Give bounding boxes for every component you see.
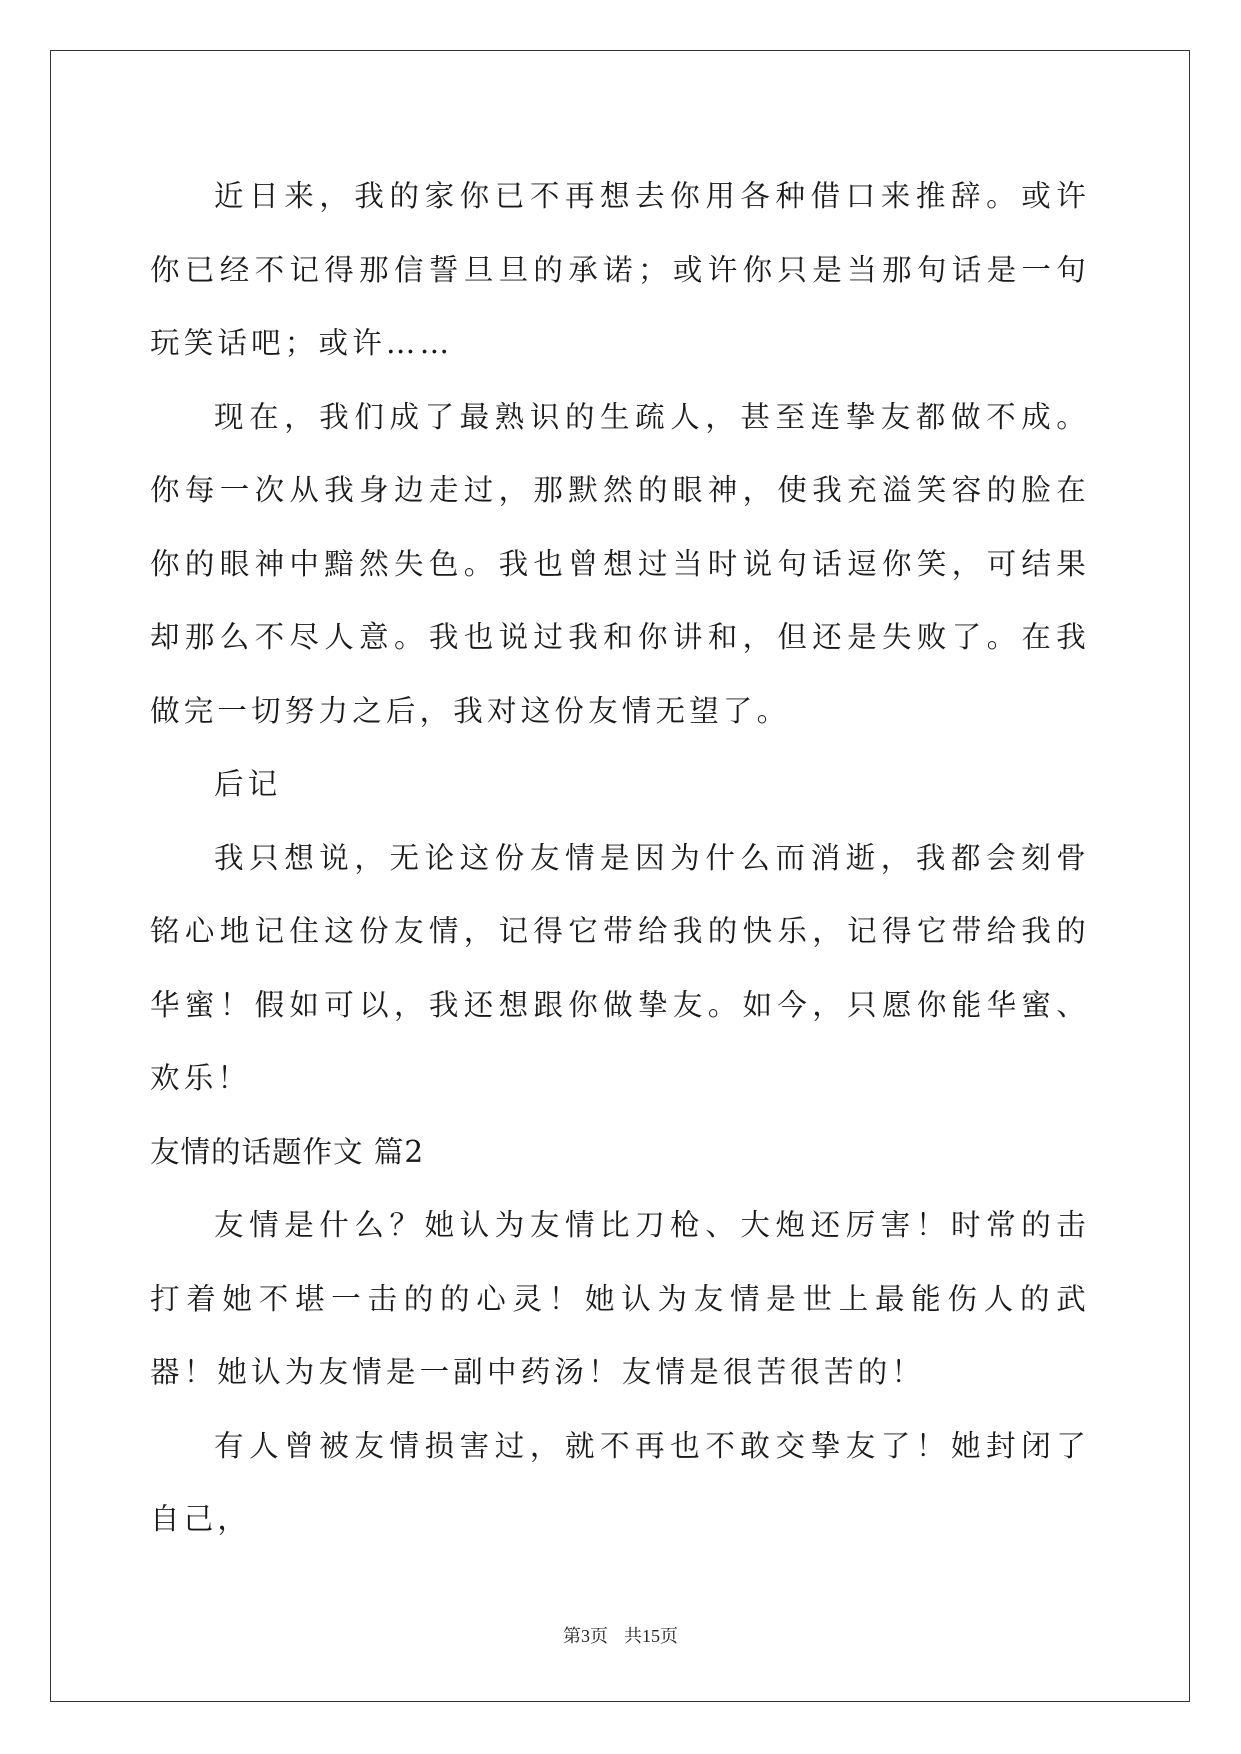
- paragraph-1: 近日来，我的家你已不再想去你用各种借口来推辞。或许你已经不记得那信誓旦旦的承诺；或许你只是当那句话是一句玩笑话吧；或许……: [150, 179, 1090, 360]
- document-body: [150, 160, 1090, 1557]
- paragraph-2: 现在，我们成了最熟识的生疏人，甚至连挚友都做不成。你每一次从我身边走过，那默然的眼神，使我充溢笑容的脸在你的眼神中黯然失色。我也曾想过当时说句话逗你笑，可结果却那么不尽人意。我也说过我和你讲和，但还是失败了。在我做完一切努力之后，我对这份友情无望了。: [150, 399, 1090, 728]
- paragraph-3: 我只想说，无论这份友情是因为什么而消逝，我都会刻骨铭心地记住这份友情，记得它带给我的快乐，记得它带给我的华蜜！假如可以，我还想跟你做挚友。如今，只愿你能华蜜、欢乐！: [150, 840, 1090, 1095]
- section-paragraph-1: 友情是什么？她认为友情比刀枪、大炮还厉害！时常的击打着她不堪一击的的心灵！她认为友情是世上最能伤人的武器！她认为友情是一副中药汤！友情是很苦很苦的！: [150, 1208, 1090, 1389]
- page-footer: [0, 1622, 1241, 1648]
- section-heading: 友情的话题作文 篇2: [150, 1134, 425, 1169]
- paragraph-postscript-label: 后记: [214, 767, 282, 801]
- section-paragraph-2: 有人曾被友情损害过，就不再也不敢交挚友了！她封闭了自己，: [150, 1428, 1090, 1536]
- page-number: 第3页: [563, 1626, 608, 1646]
- page-total: 共15页: [624, 1626, 678, 1646]
